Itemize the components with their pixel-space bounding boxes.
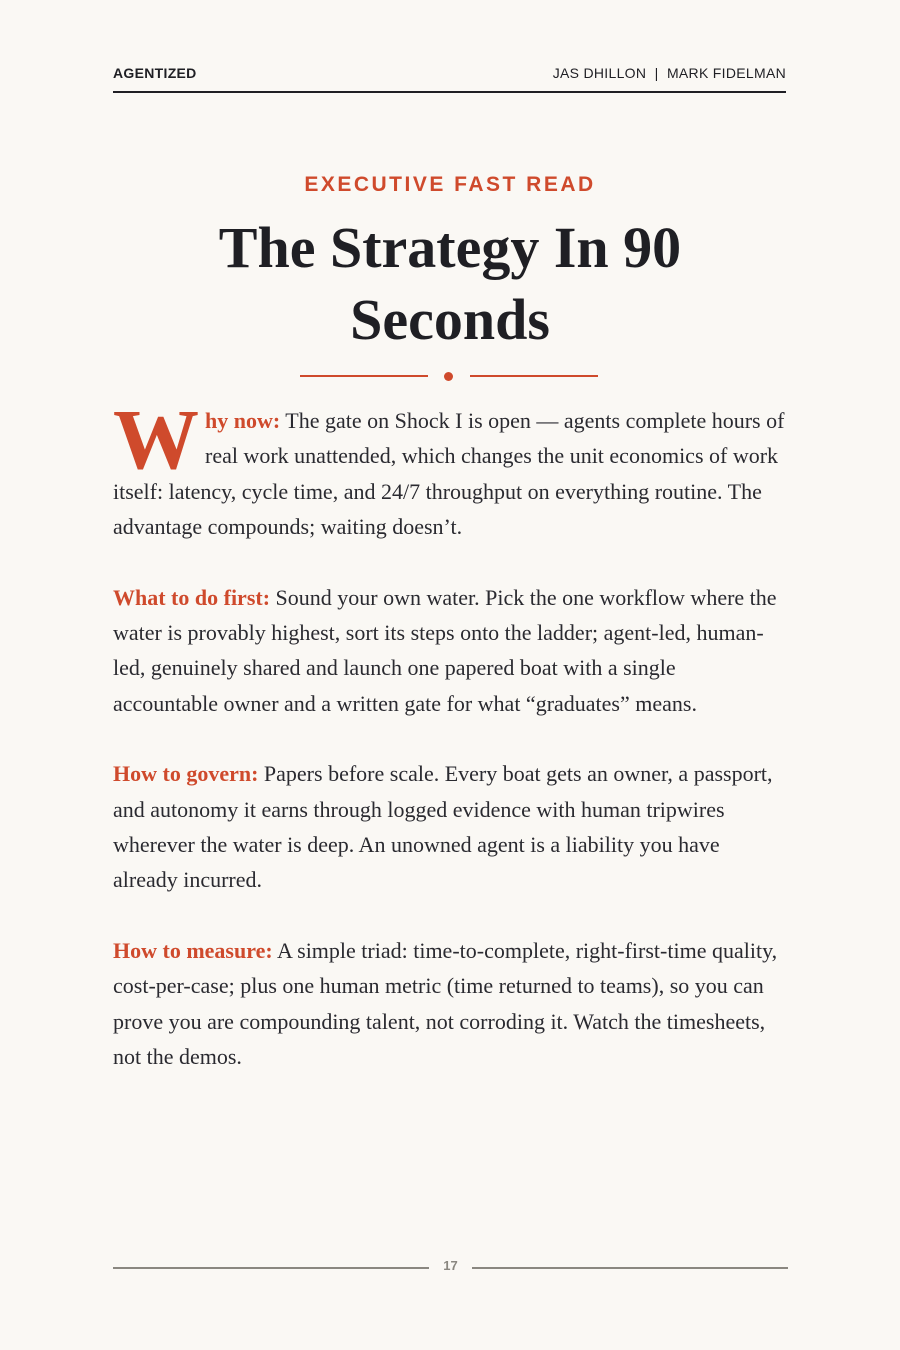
paragraph-how-to-govern <box>113 756 785 898</box>
paragraph-what-to-do-first <box>113 580 785 722</box>
paragraph-lead: hy now: <box>205 408 281 433</box>
paragraph-lead: How to measure: <box>113 937 273 963</box>
section-eyebrow: EXECUTIVE FAST READ <box>304 173 596 196</box>
author-names: JAS DHILLON | MARK FIDELMAN <box>552 65 786 81</box>
page-number: 17 <box>443 1258 458 1273</box>
page-title: The Strategy In 90 Seconds <box>218 215 682 352</box>
paragraph-lead: What to do first: <box>113 584 271 610</box>
divider-dot <box>444 372 453 381</box>
divider-line-right <box>470 375 598 377</box>
paragraph-lead: How to govern: <box>113 761 259 787</box>
book-title: AGENTIZED <box>113 65 197 81</box>
paragraph-why-now <box>113 391 785 545</box>
paragraph-how-to-measure <box>113 933 785 1075</box>
running-header <box>113 63 786 93</box>
paragraph-text: The gate on Shock I is open — agents complete hours of real work unattended, which changes the unit economics of work itself: latency, cycle time, and 24/7 throughput on everything routine. The advantage compounds; waiting doesn’t. <box>113 408 785 540</box>
article-body <box>113 391 785 1110</box>
divider-line-left <box>300 375 428 377</box>
title-divider <box>300 369 598 383</box>
paragraph-text: Sound your own water. Pick the one workflow where the water is provably highest, sort its steps onto the ladder; agent-led, human-led, genuinely shared and launch one papered boat with a single accountable owner and a written gate for what “graduates” means. <box>113 584 777 716</box>
paragraph-text: Papers before scale. Every boat gets an owner, a passport, and autonomy it earns through logged evidence with human tripwires wherever the water is deep. An unowned agent is a liability you have already incurred. <box>113 761 773 893</box>
paragraph-text: A simple triad: time-to-complete, right-first-time quality, cost-per-case; plus one human metric (time returned to teams), so you can prove you are compounding talent, not corroding it. Watch the timesheets, not the demos. <box>113 937 778 1070</box>
footer-line-right <box>472 1267 788 1269</box>
drop-cap: W <box>113 391 199 487</box>
page-footer <box>113 1258 788 1278</box>
